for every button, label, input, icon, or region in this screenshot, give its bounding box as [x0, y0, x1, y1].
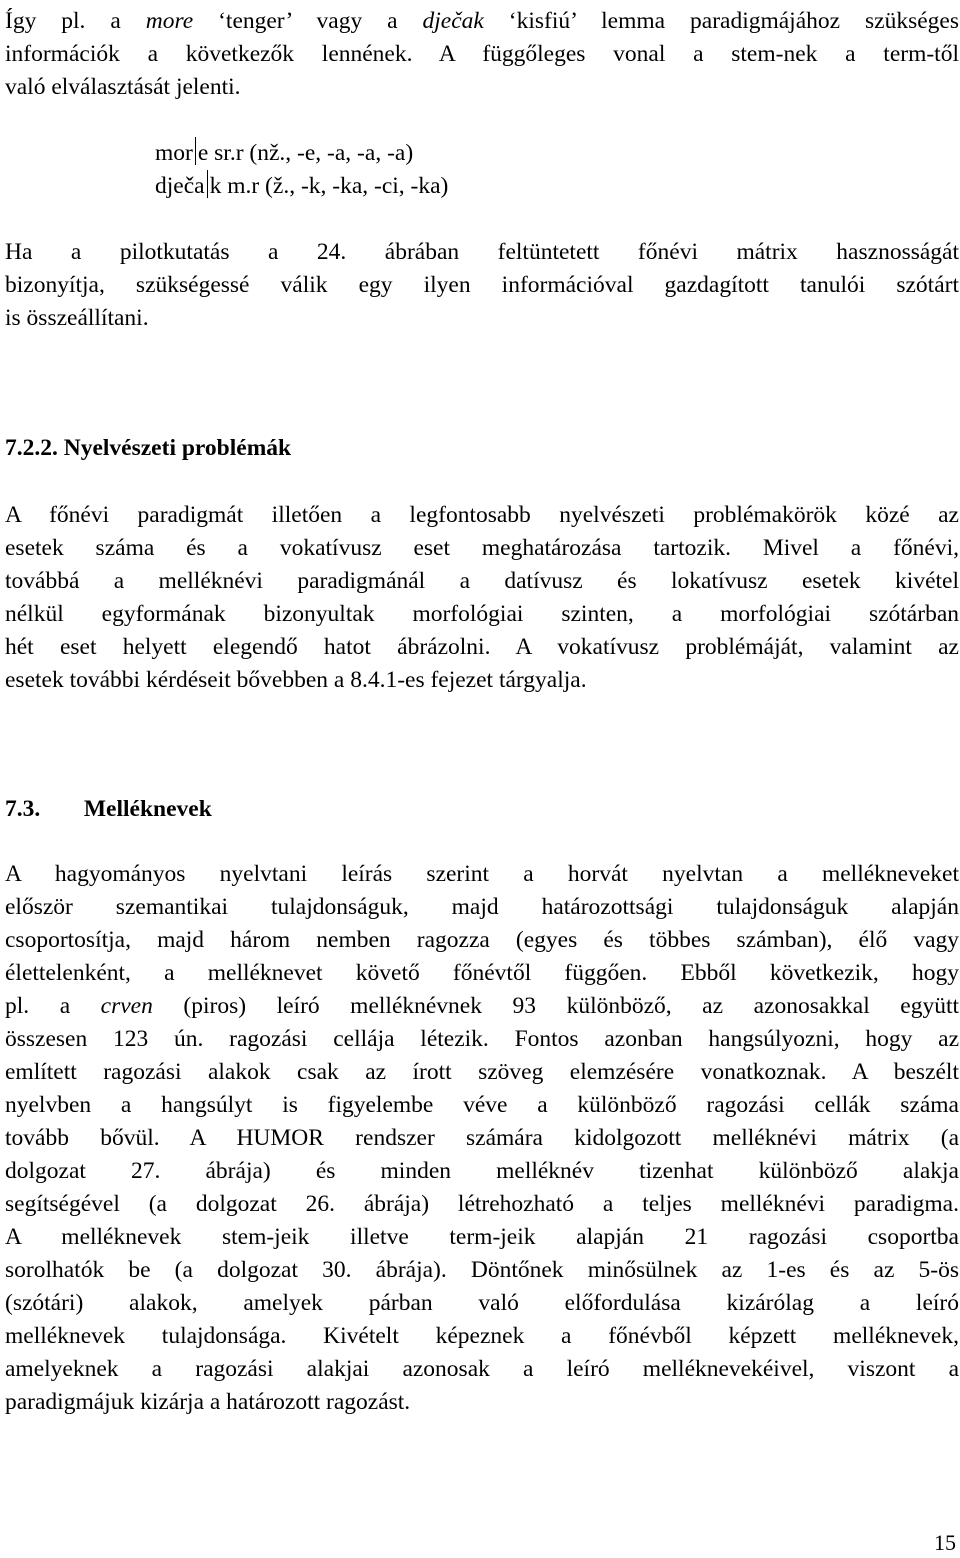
text-line: [5, 858, 959, 891]
text-run: nyelvben a hangsúlyt is figyelembe véve a különböző ragozási cellák száma: [5, 1092, 959, 1118]
text-run: információk a következők lennének. A függőleges vonal a stem-nek a term-től: [5, 41, 959, 67]
text-run: említett ragozási alakok csak az írott szöveg elemzésére vonatkoznak. A beszélt: [5, 1059, 959, 1085]
italic-term: more: [145, 8, 194, 34]
text-line: [5, 957, 959, 990]
section-title: Nyelvészeti problémák: [63, 435, 292, 461]
text-run: csoportosítja, majd három nemben ragozza (egyes és többes számban), élő vagy: [5, 927, 959, 953]
italic-term: dječak: [422, 8, 484, 34]
pilot-paragraph: [5, 236, 959, 335]
text-line: [5, 924, 959, 957]
text-line: [5, 891, 959, 924]
text-run: pl. a: [5, 993, 101, 1019]
paragraph-73: [5, 858, 959, 1419]
text-run: segítségével (a dolgozat 26. ábrája) létrehozható a teljes melléknévi paradigma.: [5, 1191, 959, 1217]
intro-paragraph: [5, 5, 959, 104]
text-line: továbbá a melléknévi paradigmánál a datívusz és lokatívusz esetek kivétel: [5, 568, 959, 594]
text-run: élettelenként, a melléknevet követő főnévtől függően. Ebből következik, hogy: [5, 960, 959, 986]
text-line: [5, 1122, 959, 1155]
text-run: ‘tenger’ vagy a: [193, 8, 423, 34]
stem-separator: [195, 137, 196, 165]
text-line: [5, 1056, 959, 1089]
example-stem: dječa: [155, 173, 205, 199]
example-rest: e sr.r (nž., -e, -a, -a, -a): [197, 140, 414, 166]
text-line: [5, 1386, 959, 1419]
stem-separator: [207, 170, 208, 198]
text-run: paradigmájuk kizárja a határozott ragozást.: [5, 1389, 411, 1415]
text-line: [5, 38, 959, 71]
text-run: való elválasztását jelenti.: [5, 74, 241, 100]
example-stem: mor: [155, 140, 193, 166]
section-number: 7.3.: [5, 796, 41, 822]
text-run: (szótári) alakok, amelyek párban való előfordulása kizárólag a leíró: [5, 1290, 959, 1316]
text-line: [5, 1155, 959, 1188]
section-number: 7.2.2.: [5, 435, 58, 461]
section-title: Melléknevek: [83, 796, 212, 822]
example-rest: k m.r (ž., -k, -ka, -ci, -ka): [209, 173, 449, 199]
text-run: összesen 123 ún. ragozási cellája létezik. Fontos azonban hangsúlyozni, hogy az: [5, 1026, 959, 1052]
text-line: hét eset helyett elegendő hatot ábrázolni. A vokatívusz problémáját, valamint az: [5, 634, 959, 660]
text-line: esetek további kérdéseit bővebben a 8.4.1-es fejezet tárgyalja.: [5, 667, 587, 693]
text-run: amelyeknek a ragozási alakjai azonosak a leíró melléknevekéivel, viszont a: [5, 1356, 959, 1382]
page-number: 15: [934, 1530, 956, 1555]
text-line: [5, 71, 959, 104]
text-line: [5, 1287, 959, 1320]
text-line: nélkül egyformának bizonyultak morfológiai szinten, a morfológiai szótárban: [5, 601, 959, 627]
text-line: [5, 1089, 959, 1122]
text-line: Ha a pilotkutatás a 24. ábrában feltüntetett főnévi mátrix hasznosságát: [5, 239, 959, 265]
text-run: melléknevek tulajdonsága. Kivételt képeznek a főnévből képzett melléknevek,: [5, 1323, 959, 1349]
text-run: sorolhatók be (a dolgozat 30. ábrája). Döntőnek minősülnek az 1-es és az 5-ös: [5, 1257, 959, 1283]
text-line: [5, 5, 959, 38]
text-run: (piros) leíró melléknévnek 93 különböző, az azonosakkal együtt: [152, 993, 960, 1019]
text-line: bizonyítja, szükségessé válik egy ilyen információval gazdagított tanulói szótárt: [5, 272, 959, 298]
text-run: A hagyományos nyelvtani leírás szerint a horvát nyelvtan a mellékneveket: [5, 861, 959, 887]
text-run: tovább bővül. A HUMOR rendszer számára kidolgozott melléknévi mátrix (a: [5, 1125, 959, 1151]
paragraph-722: [5, 499, 959, 697]
text-run: dolgozat 27. ábrája) és minden melléknév tizenhat különböző alakja: [5, 1158, 959, 1184]
text-run: ‘kisfiú’ lemma paradigmájához szükséges: [483, 8, 959, 34]
example-djecak: [155, 170, 448, 203]
text-run: először szemantikai tulajdonságuk, majd határozottsági tulajdonságuk alapján: [5, 894, 959, 920]
text-line: [5, 1221, 959, 1254]
text-line: [5, 1188, 959, 1221]
text-line: [5, 1023, 959, 1056]
text-line: is összeállítani.: [5, 305, 149, 331]
text-line: [5, 990, 959, 1023]
text-line: [5, 1320, 959, 1353]
text-line: [5, 1353, 959, 1386]
text-run: A melléknevek stem-jeik illetve term-jeik alapján 21 ragozási csoportba: [5, 1224, 959, 1250]
section-heading-73: [5, 793, 212, 826]
example-more: [155, 137, 413, 170]
text-run: Így pl. a: [5, 8, 146, 34]
section-heading-722: [5, 432, 291, 465]
text-line: esetek száma és a vokatívusz eset meghatározása tartozik. Mivel a főnévi,: [5, 535, 959, 561]
text-line: [5, 1254, 959, 1287]
text-line: A főnévi paradigmát illetően a legfontosabb nyelvészeti problémakörök közé az: [5, 502, 959, 528]
italic-term: crven: [100, 993, 153, 1019]
